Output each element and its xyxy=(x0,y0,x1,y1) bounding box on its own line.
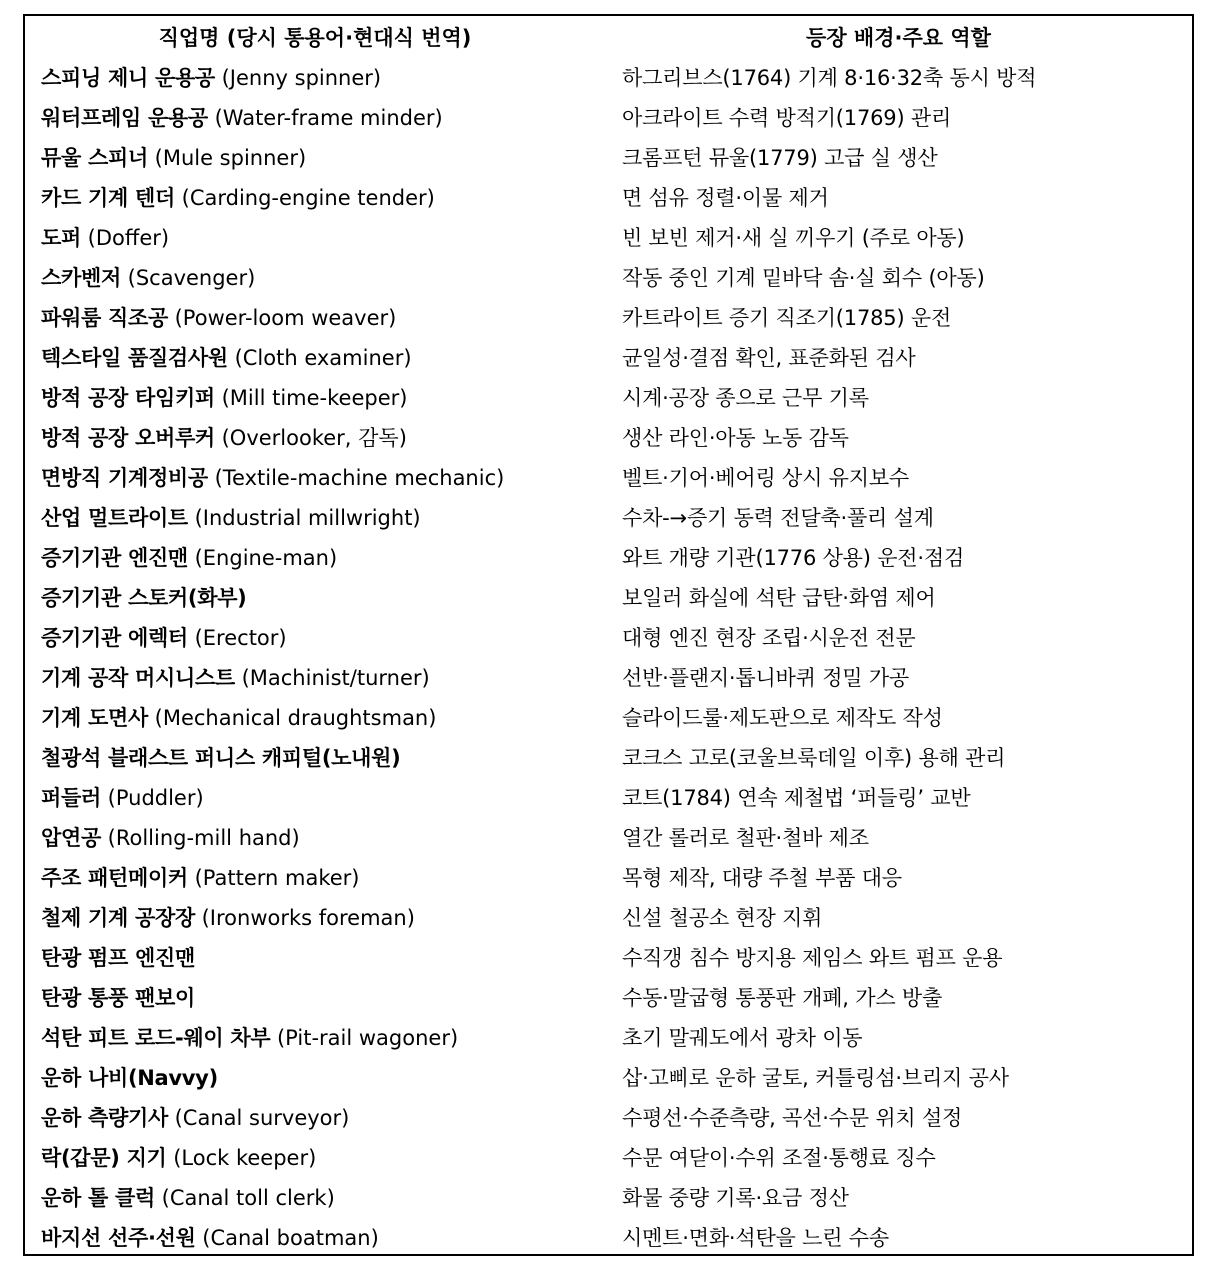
table-row xyxy=(25,658,1192,698)
table-row xyxy=(25,818,1192,858)
role-cell: 신설 철공소 현장 지휘 xyxy=(622,906,823,930)
table-row xyxy=(25,898,1192,938)
table-row xyxy=(25,858,1192,898)
occupation-korean: 스피닝 제니 운용공 xyxy=(41,66,215,90)
table-row xyxy=(25,458,1192,498)
occupation-cell xyxy=(41,938,195,978)
occupation-cell xyxy=(41,978,195,1018)
occupation-english: (Canal toll clerk) xyxy=(154,1186,335,1210)
occupation-english: (Mechanical draughtsman) xyxy=(147,706,437,730)
occupation-korean: 카드 기계 텐더 xyxy=(41,186,175,210)
occupation-korean: 기계 도면사 xyxy=(41,706,148,730)
occupation-korean: 운하 톨 클럭 xyxy=(41,1186,155,1210)
table-row xyxy=(25,418,1192,458)
occupation-cell xyxy=(41,698,436,738)
occupation-korean: 주조 패턴메이커 xyxy=(41,866,188,890)
role-cell: 수직갱 침수 방지용 제임스 와트 펌프 운용 xyxy=(622,946,1003,970)
occupation-korean: 산업 멀트라이트 xyxy=(41,506,188,530)
role-cell: 아크라이트 수력 방적기(1769) 관리 xyxy=(622,106,952,130)
role-cell: 초기 말궤도에서 광차 이동 xyxy=(622,1026,863,1050)
occupation-cell xyxy=(41,1018,458,1058)
occupation-english: (Mule spinner) xyxy=(147,146,307,170)
occupation-cell xyxy=(41,538,337,578)
occupation-english: (Water-frame minder) xyxy=(207,106,443,130)
occupation-english: (Mill time-keeper) xyxy=(214,386,408,410)
table-row xyxy=(25,98,1192,138)
occupation-cell xyxy=(41,658,430,698)
table-row xyxy=(25,298,1192,338)
occupation-cell xyxy=(41,1218,379,1258)
occupation-english: (Pit-rail wagoner) xyxy=(270,1026,459,1050)
table-row xyxy=(25,538,1192,578)
table-row xyxy=(25,738,1192,778)
occupation-cell xyxy=(41,738,400,778)
role-cell: 코트(1784) 연속 제철법 ‘퍼들링’ 교반 xyxy=(622,786,971,810)
occupation-korean: 압연공 xyxy=(41,826,101,850)
occupation-cell xyxy=(41,378,407,418)
occupation-english: (Lock keeper) xyxy=(166,1146,317,1170)
occupation-cell xyxy=(41,338,412,378)
table-row xyxy=(25,978,1192,1018)
role-cell: 시계·공장 종으로 근무 기록 xyxy=(622,386,869,410)
role-cell: 화물 중량 기록·요금 정산 xyxy=(622,1186,849,1210)
role-cell: 수평선·수준측량, 곡선·수문 위치 설정 xyxy=(622,1106,963,1130)
occupation-korean: 증기기관 엔진맨 xyxy=(41,546,188,570)
table-row xyxy=(25,178,1192,218)
table-row xyxy=(25,1058,1192,1098)
occupation-korean: 면방직 기계정비공 xyxy=(41,466,208,490)
table-row xyxy=(25,698,1192,738)
occupation-english: (Pattern maker) xyxy=(187,866,360,890)
occupation-korean: 운하 나비(Navvy) xyxy=(41,1066,218,1090)
role-cell: 삽·고삐로 운하 굴토, 커틀링섬·브리지 공사 xyxy=(622,1066,1009,1090)
table-header-row xyxy=(25,18,1192,58)
role-cell: 크롬프턴 뮤울(1779) 고급 실 생산 xyxy=(622,146,938,170)
header-role: 등장 배경·주요 역할 xyxy=(806,26,991,50)
table-row xyxy=(25,1218,1192,1258)
occupation-english: (Power-loom weaver) xyxy=(167,306,397,330)
table-row xyxy=(25,258,1192,298)
table-row xyxy=(25,1178,1192,1218)
occupation-cell xyxy=(41,138,306,178)
occupation-cell xyxy=(41,618,287,658)
occupation-korean: 워터프레임 운용공 xyxy=(41,106,208,130)
occupation-korean: 파워룸 직조공 xyxy=(41,306,168,330)
occupation-cell xyxy=(41,778,204,818)
occupation-cell xyxy=(41,1098,349,1138)
table-row xyxy=(25,1138,1192,1178)
table-row xyxy=(25,938,1192,978)
occupation-english: (Textile-machine mechanic) xyxy=(207,466,505,490)
occupation-korean: 탄광 통풍 팬보이 xyxy=(41,986,195,1010)
occupation-korean: 텍스타일 품질검사원 xyxy=(41,346,228,370)
table-row xyxy=(25,578,1192,618)
role-cell: 빈 보빈 제거·새 실 끼우기 (주로 아동) xyxy=(622,226,965,250)
role-cell: 수차-→증기 동력 전달축·풀리 설계 xyxy=(622,506,934,530)
role-cell: 면 섬유 정렬·이물 제거 xyxy=(622,186,829,210)
table-row xyxy=(25,378,1192,418)
table-row xyxy=(25,618,1192,658)
occupation-korean: 기계 공작 머시니스트 xyxy=(41,666,235,690)
occupation-english: (Rolling-mill hand) xyxy=(100,826,300,850)
occupation-korean: 탄광 펌프 엔진맨 xyxy=(41,946,195,970)
occupation-english: (Carding-engine tender) xyxy=(174,186,435,210)
occupation-english: (Doffer) xyxy=(80,226,170,250)
role-cell: 시멘트·면화·석탄을 느린 수송 xyxy=(622,1226,889,1250)
table-row xyxy=(25,338,1192,378)
table-row xyxy=(25,778,1192,818)
role-cell: 카트라이트 증기 직조기(1785) 운전 xyxy=(622,306,952,330)
occupation-english: (Engine-man) xyxy=(187,546,338,570)
occupation-korean: 바지선 선주·선원 xyxy=(41,1226,196,1250)
role-cell: 선반·플랜지·톱니바퀴 정밀 가공 xyxy=(622,666,910,690)
occupation-cell xyxy=(41,858,360,898)
occupation-korean: 철광석 블래스트 퍼니스 캐피털(노내원) xyxy=(41,746,401,770)
occupation-korean: 스카벤저 xyxy=(41,266,121,290)
occupation-korean: 증기기관 스토커(화부) xyxy=(41,586,247,610)
occupation-korean: 뮤울 스피너 xyxy=(41,146,148,170)
occupation-english: (Machinist/turner) xyxy=(234,666,430,690)
occupation-english: (Ironworks foreman) xyxy=(194,906,415,930)
role-cell: 작동 중인 기계 밑바닥 솜·실 회수 (아동) xyxy=(622,266,985,290)
role-cell: 균일성·결점 확인, 표준화된 검사 xyxy=(622,346,916,370)
role-cell: 수동·말굽형 통풍판 개폐, 가스 방출 xyxy=(622,986,943,1010)
role-cell: 하그리브스(1764) 기계 8·16·32축 동시 방적 xyxy=(622,66,1037,90)
occupation-cell xyxy=(41,298,396,338)
occupation-english: (Jenny spinner) xyxy=(214,66,382,90)
occupation-cell xyxy=(41,498,421,538)
role-cell: 열간 롤러로 철판·철바 제조 xyxy=(622,826,869,850)
table-row xyxy=(25,1018,1192,1058)
occupation-english: (Canal boatman) xyxy=(195,1226,379,1250)
occupation-english: (Puddler) xyxy=(100,786,204,810)
occupation-cell xyxy=(41,1178,335,1218)
role-cell: 목형 제작, 대량 주철 부품 대응 xyxy=(622,866,902,890)
occupation-cell xyxy=(41,178,435,218)
occupation-table-frame xyxy=(23,14,1194,1256)
occupation-cell xyxy=(41,98,443,138)
occupation-korean: 락(갑문) 지기 xyxy=(41,1146,167,1170)
occupation-cell xyxy=(41,258,255,298)
occupation-cell xyxy=(41,58,381,98)
occupation-korean: 증기기관 에렉터 xyxy=(41,626,188,650)
occupation-english: (Overlooker, 감독) xyxy=(214,426,407,450)
occupation-english: (Industrial millwright) xyxy=(187,506,421,530)
occupation-cell xyxy=(41,1138,316,1178)
occupation-korean: 도퍼 xyxy=(41,226,81,250)
occupation-cell xyxy=(41,898,415,938)
occupation-cell xyxy=(41,818,300,858)
occupation-cell xyxy=(41,1058,218,1098)
occupation-english: (Canal surveyor) xyxy=(167,1106,350,1130)
role-cell: 대형 엔진 현장 조립·시운전 전문 xyxy=(622,626,916,650)
header-occupation: 직업명 (당시 통용어·현대식 번역) xyxy=(158,26,472,50)
role-cell: 생산 라인·아동 노동 감독 xyxy=(622,426,849,450)
table-row xyxy=(25,218,1192,258)
role-cell: 슬라이드룰·제도판으로 제작도 작성 xyxy=(622,706,943,730)
table-row xyxy=(25,58,1192,98)
occupation-english: (Erector) xyxy=(187,626,287,650)
occupation-english: (Scavenger) xyxy=(120,266,256,290)
role-cell: 코크스 고로(코울브룩데일 이후) 용해 관리 xyxy=(622,746,1006,770)
occupation-cell xyxy=(41,218,169,258)
role-cell: 수문 여닫이·수위 조절·통행료 징수 xyxy=(622,1146,936,1170)
occupation-korean: 방적 공장 타임키퍼 xyxy=(41,386,215,410)
occupation-korean: 석탄 피트 로드-웨이 차부 xyxy=(41,1026,271,1050)
occupation-korean: 방적 공장 오버루커 xyxy=(41,426,215,450)
table-row xyxy=(25,1098,1192,1138)
role-cell: 보일러 화실에 석탄 급탄·화염 제어 xyxy=(622,586,936,610)
occupation-cell xyxy=(41,418,407,458)
role-cell: 벨트·기어·베어링 상시 유지보수 xyxy=(622,466,910,490)
table-row xyxy=(25,138,1192,178)
table-row xyxy=(25,498,1192,538)
occupation-korean: 운하 측량기사 xyxy=(41,1106,168,1130)
role-cell: 와트 개량 기관(1776 상용) 운전·점검 xyxy=(622,546,965,570)
occupation-korean: 철제 기계 공장장 xyxy=(41,906,195,930)
occupation-english: (Cloth examiner) xyxy=(227,346,412,370)
occupation-korean: 퍼들러 xyxy=(41,786,101,810)
occupation-cell xyxy=(41,458,504,498)
occupation-cell xyxy=(41,578,246,618)
